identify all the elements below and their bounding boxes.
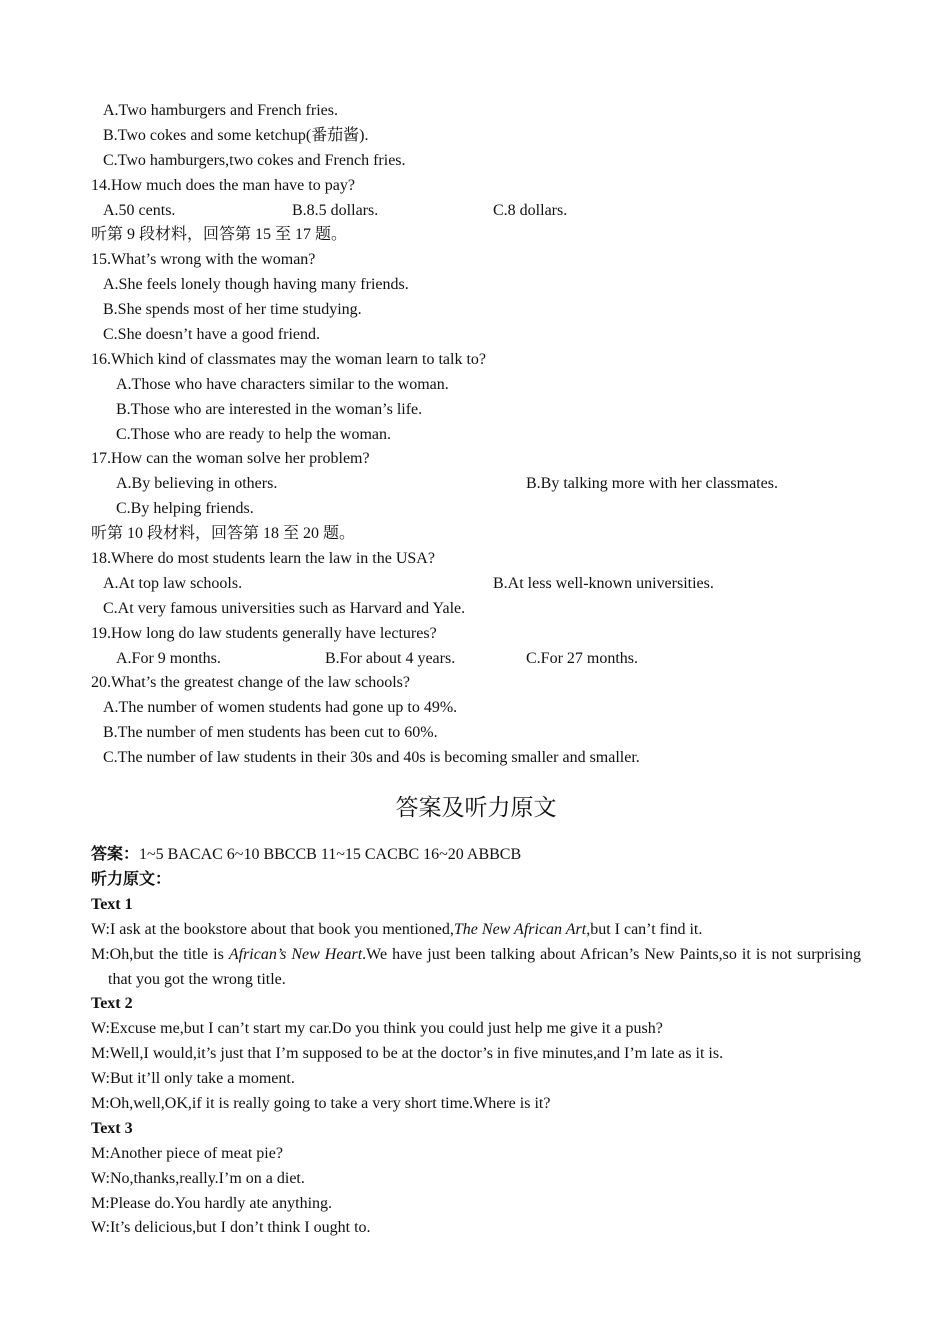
q15-stem: 15.What’s wrong with the woman? bbox=[91, 251, 316, 269]
q14-option-c: C.8 dollars. bbox=[493, 201, 568, 219]
text3-line-3: M:Please do.You hardly ate anything. bbox=[91, 1194, 333, 1212]
text3-line-2: W:No,thanks,really.I’m on a diet. bbox=[91, 1169, 305, 1187]
text2-line-2: M:Well,I would,it’s just that I’m supposed to be at the doctor’s in five minutes,and I’m late as it is. bbox=[91, 1045, 724, 1063]
q18-option-a: A.At top law schools. bbox=[103, 574, 243, 592]
q19-option-c: C.For 27 months. bbox=[526, 649, 639, 667]
text1-heading: Text 1 bbox=[91, 895, 133, 913]
q17-stem: 17.How can the woman solve her problem? bbox=[91, 450, 370, 468]
answers-title: 答案及听力原文 bbox=[395, 795, 557, 822]
text1-line-1 bbox=[91, 918, 861, 943]
q18-option-c: C.At very famous universities such as Harvard and Yale. bbox=[103, 599, 466, 617]
q17-options-row bbox=[91, 472, 861, 497]
section-9-instruction: 听第 9 段材料，回答第 15 至 17 题。 bbox=[91, 226, 348, 244]
q14-option-b: B.8.5 dollars. bbox=[292, 201, 379, 219]
q13-option-b: B.Two cokes and some ketchup(番茄酱). bbox=[103, 126, 369, 144]
q15-option-b: B.She spends most of her time studying. bbox=[103, 301, 362, 319]
text1-line-2 bbox=[91, 943, 861, 993]
q18-option-b: B.At less well-known universities. bbox=[493, 574, 714, 592]
q20-option-c: C.The number of law students in their 30s and 40s is becoming smaller and smaller. bbox=[103, 749, 640, 767]
text1-line-1-post: ,but I can’t find it. bbox=[586, 920, 703, 938]
text2-line-4: M:Oh,well,OK,if it is really going to take a very short time.Where is it? bbox=[91, 1094, 551, 1112]
q19-stem: 19.How long do law students generally have lectures? bbox=[91, 624, 437, 642]
q18-stem: 18.Where do most students learn the law in the USA? bbox=[91, 550, 435, 568]
q17-option-c: C.By helping friends. bbox=[116, 500, 254, 518]
text2-line-1: W:Excuse me,but I can’t start my car.Do you think you could just help me give it a push? bbox=[91, 1020, 663, 1038]
q19-option-b: B.For about 4 years. bbox=[325, 649, 456, 667]
q18-options-row bbox=[91, 572, 861, 597]
q13-option-c: C.Two hamburgers,two cokes and French fries. bbox=[103, 151, 406, 169]
q19-option-a: A.For 9 months. bbox=[116, 649, 221, 667]
q15-option-c: C.She doesn’t have a good friend. bbox=[103, 326, 320, 344]
book-title-italic: The New African Art bbox=[453, 920, 587, 938]
q16-option-c: C.Those who are ready to help the woman. bbox=[116, 425, 392, 443]
answer-key bbox=[91, 843, 861, 868]
text1-line-1-pre: W:I ask at the bookstore about that book you mentioned, bbox=[91, 920, 454, 938]
q16-stem: 16.Which kind of classmates may the woman learn to talk to? bbox=[91, 350, 486, 368]
text1-line-2-post: .We have just been talking about African’s New Paints,so it is not surprising that you got the wrong title. bbox=[108, 945, 861, 988]
book-title-italic: African’s New Heart bbox=[228, 945, 363, 963]
q16-option-a: A.Those who have characters similar to the woman. bbox=[116, 375, 449, 393]
q17-option-a: A.By believing in others. bbox=[116, 475, 278, 493]
q15-option-a: A.She feels lonely though having many friends. bbox=[103, 276, 409, 294]
answer-key-label: 答案： bbox=[91, 846, 140, 864]
q14-option-a: A.50 cents. bbox=[103, 201, 176, 219]
section-10-instruction: 听第 10 段材料，回答第 18 至 20 题。 bbox=[91, 525, 356, 543]
q20-option-a: A.The number of women students had gone up to 49%. bbox=[103, 699, 458, 717]
q16-option-b: B.Those who are interested in the woman’s life. bbox=[116, 400, 423, 418]
text1-line-2-pre: M:Oh,but the title is bbox=[91, 945, 229, 963]
q20-option-b: B.The number of men students has been cut to 60%. bbox=[103, 724, 438, 742]
q14-stem: 14.How much does the man have to pay? bbox=[91, 176, 355, 194]
q20-stem: 20.What’s the greatest change of the law schools? bbox=[91, 674, 410, 692]
text3-line-4: W:It’s delicious,but I don’t think I ought to. bbox=[91, 1219, 371, 1237]
text2-line-3: W:But it’ll only take a moment. bbox=[91, 1070, 295, 1088]
answer-key-values: 1~5 BACAC 6~10 BBCCB 11~15 CACBC 16~20 ABBCB bbox=[139, 846, 522, 864]
transcript-label: 听力原文： bbox=[91, 870, 172, 888]
q13-option-a: A.Two hamburgers and French fries. bbox=[103, 102, 338, 119]
document-page bbox=[91, 99, 861, 1241]
q17-option-b: B.By talking more with her classmates. bbox=[526, 475, 778, 493]
text3-heading: Text 3 bbox=[91, 1119, 133, 1137]
q14-options bbox=[91, 199, 861, 224]
text2-heading: Text 2 bbox=[91, 995, 133, 1013]
q19-options bbox=[91, 647, 861, 672]
text3-line-1: M:Another piece of meat pie? bbox=[91, 1144, 283, 1162]
